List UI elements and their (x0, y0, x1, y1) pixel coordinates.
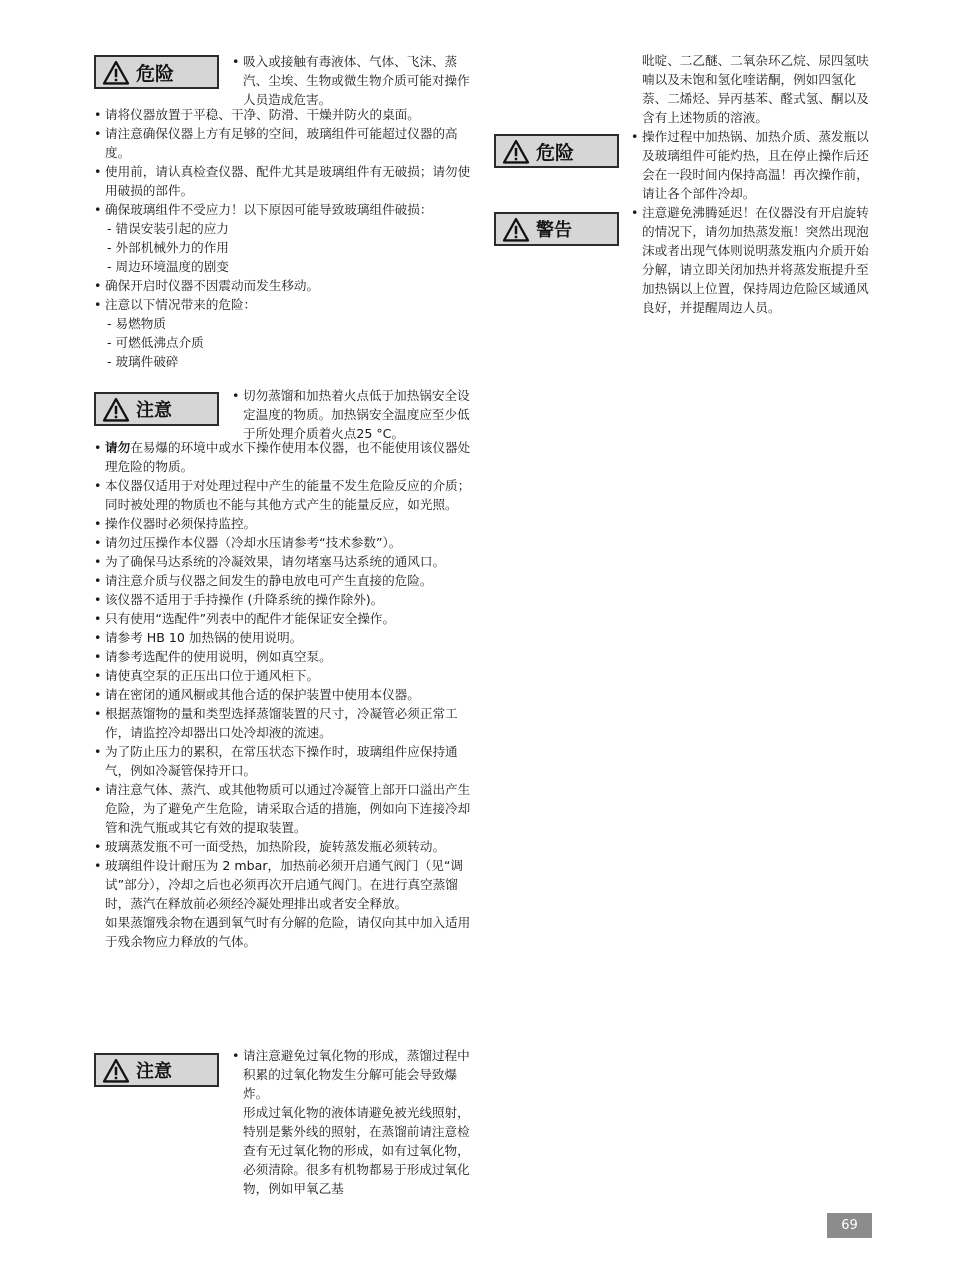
warning-triangle-icon (102, 397, 130, 422)
caution-2-side-text (232, 1046, 478, 1198)
list-item: • 根据蒸馏物的量和类型选择蒸馏装置的尺寸，冷凝管必须正常工作，请监控冷却器出口处冷却液的流速。 (94, 704, 474, 742)
warning-triangle-icon (502, 139, 530, 164)
sub-item: - 错误安装引起的应力 (107, 221, 229, 236)
list-item: • 确保开启时仪器不因震动而发生移动。 (94, 276, 474, 295)
list-item: • 请注意确保仪器上方有足够的空间，玻璃组件可能超过仪器的高度。 (94, 124, 474, 162)
danger-main-list (94, 105, 474, 371)
sub-item: - 易燃物质 (107, 316, 166, 331)
sub-item: - 玻璃件破碎 (107, 354, 179, 369)
list-item: • 请注意气体、蒸汽、或其他物质可以通过冷凝管上部开口溢出产生危险，为了避免产生危险，请采取合适的措施，例如向下连接冷却管和洗气瓶或其它有效的提取装置。 (94, 780, 474, 837)
list-item: • 操作仪器时必须保持监控。 (94, 514, 474, 533)
list-item: • 玻璃蒸发瓶不可一面受热，加热阶段，旋转蒸发瓶必须转动。 (94, 837, 474, 856)
list-item: • 请参考 HB 10 加热锅的使用说明。 (94, 628, 474, 647)
list-item: • 请将仪器放置于平稳、干净、防滑、干燥并防火的桌面。 (94, 105, 474, 124)
list-item-continuation: 如果蒸馏残余物在遇到氧气时有分解的危险，请仅向其中加入适用于残余物应力释放的气体。 (105, 915, 471, 949)
warning-triangle-icon (102, 60, 130, 85)
caution-badge-label: 注意 (136, 1061, 172, 1082)
danger-side-text (232, 52, 478, 109)
warning-triangle-icon (102, 1058, 130, 1083)
list-item (94, 438, 474, 476)
caution-badge (94, 392, 219, 426)
list-item: • 请参考选配件的使用说明，例如真空泵。 (94, 647, 474, 666)
list-item-continuation: 吡啶、二乙醚、二氧杂环乙烷、尿四氢呋喃以及未饱和氢化喹诺酮，例如四氢化萘、二烯烃、异丙基苯、醛式氢、酮以及含有上述物质的溶液。 (642, 53, 869, 125)
list-item-continuation: 形成过氧化物的液体请避免被光线照射，特别是紫外线的照射，在蒸馏前请注意检查有无过氧化物的形成，如有过氧化物，必须清除。很多有机物都易于形成过氧化物，例如甲氧乙基 (243, 1105, 470, 1196)
warning-badge-label: 警告 (536, 220, 572, 241)
list-item: • 本仪器仅适用于对处理过程中产生的能量不发生危险反应的介质；同时被处理的物质也不能与其他方式产生的能量反应，如光照。 (94, 476, 474, 514)
list-item: • 切勿蒸馏和加热着火点低于加热锅安全设定温度的物质。加热锅安全温度应至少低于所处理介质着火点25 °C。 (232, 386, 478, 443)
warning-badge (494, 212, 619, 246)
list-item: • 请注意介质与仪器之间发生的静电放电可产生直接的危险。 (94, 571, 474, 590)
emphasis-text: 请勿 (105, 440, 131, 455)
danger-badge-2 (494, 134, 619, 168)
list-item: • 注意以下情况带来的危险： (94, 295, 474, 314)
list-item: • 玻璃组件设计耐压为 2 mbar，加热前必须开启通气阀门（见“调试”部分），冷却之后也必须再次开启通气阀门。在进行真空蒸馏时，蒸汽在释放前必须经冷凝处理排出或者安全释放。 (94, 856, 474, 913)
caution-badge-2 (94, 1053, 219, 1087)
list-item: • 操作过程中加热锅、加热介质、蒸发瓶以及玻璃组件可能灼热，且在停止操作后还会在一段时间内保持高温！再次操作前，请让各个部件冷却。 (631, 127, 877, 203)
sub-item: - 可燃低沸点介质 (107, 335, 204, 350)
list-item: • 请使真空泵的正压出口位于通风柜下。 (94, 666, 474, 685)
caution-main-list (94, 438, 474, 951)
list-item: • 为了防止压力的累积，在常压状态下操作时，玻璃组件应保持通气，例如冷凝管保持开口。 (94, 742, 474, 780)
caution-side-text (232, 386, 478, 443)
sub-item: - 周边环境温度的剧变 (107, 259, 229, 274)
caution-badge-label: 注意 (136, 400, 172, 421)
list-item: • 使用前，请认真检查仪器、配件尤其是玻璃组件有无破损；请勿使用破损的部件。 (94, 162, 474, 200)
danger-badge (94, 55, 219, 89)
list-item: • 为了确保马达系统的冷凝效果，请勿堵塞马达系统的通风口。 (94, 552, 474, 571)
list-item: • 该仪器不适用于手持操作 (升降系统的操作除外)。 (94, 590, 474, 609)
list-item: • 请勿过压操作本仪器（冷却水压请参考“技术参数”）。 (94, 533, 474, 552)
sub-item: - 外部机械外力的作用 (107, 240, 229, 255)
warning-triangle-icon (502, 217, 530, 242)
right-column-text (631, 51, 877, 317)
list-item: • 确保玻璃组件不受应力！以下原因可能导致玻璃组件破损： (94, 200, 474, 219)
list-item: • 只有使用“选配件”列表中的配件才能保证安全操作。 (94, 609, 474, 628)
list-item: • 注意避免沸腾延迟！在仪器没有开启旋转的情况下，请勿加热蒸发瓶！突然出现泡沫或者出现气体则说明蒸发瓶内介质开始分解，请立即关闭加热并将蒸发瓶提升至加热锅以上位置，保持周边危险区域通风良好，并提醒周边人员。 (631, 203, 877, 317)
list-item: • 请在密闭的通风橱或其他合适的保护装置中使用本仪器。 (94, 685, 474, 704)
list-item: • 吸入或接触有毒液体、气体、飞沫、蒸汽、尘埃、生物或微生物介质可能对操作人员造成危害。 (232, 52, 478, 109)
danger-badge-label: 危险 (136, 62, 175, 85)
danger-badge-label: 危险 (536, 141, 575, 164)
page-number: 69 (827, 1213, 872, 1238)
list-item: • 请注意避免过氧化物的形成，蒸馏过程中积累的过氧化物发生分解可能会导致爆炸。 (232, 1046, 478, 1103)
list-item-text: 在易爆的环境中或水下操作使用本仪器，也不能使用该仪器处理危险的物质。 (105, 440, 471, 474)
